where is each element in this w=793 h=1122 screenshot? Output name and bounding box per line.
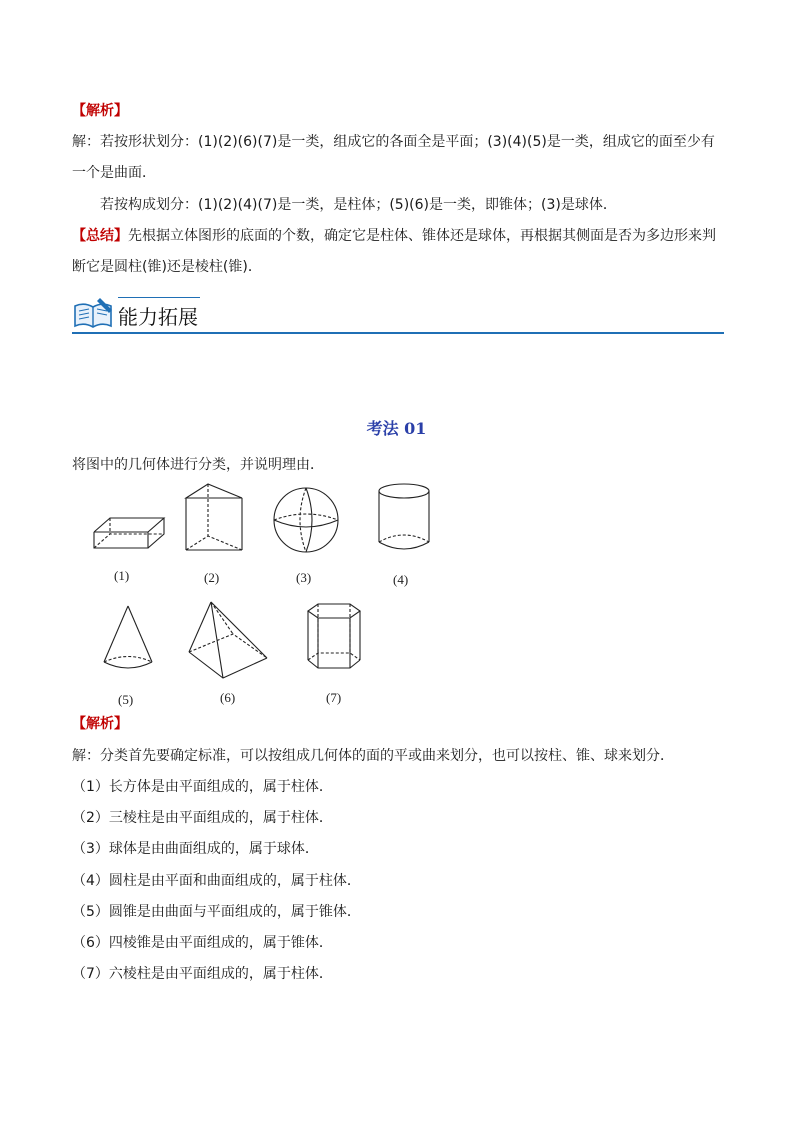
figure-label-1: (1) (114, 568, 130, 583)
analysis2-item-7: （7）六棱柱是由平面组成的，属于柱体． (72, 966, 333, 982)
summary-line-2: 断它是圆柱(锥)还是棱柱(锥)． (72, 259, 262, 275)
figure-label-5: (5) (118, 692, 134, 707)
hexagonal-prism-figure (306, 602, 362, 670)
analysis2-item-2: （2）三棱柱是由平面组成的，属于柱体． (72, 810, 333, 826)
summary-text-1: 先根据立体图形的底面的个数，确定它是柱体、锥体还是球体，再根据其侧面是否为多边形来判 (128, 228, 716, 244)
analysis2-item-5: （5）圆锥是由曲面与平面组成的，属于锥体． (72, 904, 361, 920)
analysis-tag: 【解析】 (72, 103, 128, 119)
sphere-figure (272, 486, 340, 554)
figure-label-2: (2) (204, 570, 220, 585)
question-text: 将图中的几何体进行分类，并说明理由． (72, 457, 324, 473)
kaofa-heading: 考法 01 (366, 419, 427, 438)
figure-label-6: (6) (220, 690, 236, 705)
square-pyramid-figure (187, 600, 269, 682)
section-top-rule (118, 297, 200, 298)
figure-label-4: (4) (393, 572, 409, 587)
analysis2-item-4: （4）圆柱是由平面和曲面组成的，属于柱体． (72, 873, 361, 889)
figure-label-7: (7) (326, 690, 342, 705)
cone-figure (102, 604, 154, 672)
cylinder-figure (377, 482, 431, 552)
analysis-line-2: 一个是曲面． (72, 165, 156, 181)
analysis2-item-3: （3）球体是由曲面组成的，属于球体． (72, 841, 319, 857)
analysis-line-3: 若按构成划分：(1)(2)(4)(7)是一类，是柱体；(5)(6)是一类，即锥体；(3)是球体． (100, 197, 617, 213)
analysis-line-1: 解：若按形状划分：(1)(2)(6)(7)是一类，组成它的各面全是平面；(3)(4)(5)是一类，组成它的面至少有 (72, 134, 715, 150)
section-title: 能力拓展 (118, 305, 198, 329)
analysis2-item-1: （1）长方体是由平面组成的，属于柱体． (72, 779, 333, 795)
section-divider (72, 332, 724, 334)
analysis2-tag: 【解析】 (72, 716, 128, 732)
triangular-prism-figure (184, 482, 244, 552)
analysis2-intro: 解：分类首先要确定标准，可以按组成几何体的面的平或曲来划分，也可以按柱、锥、球来划分． (72, 748, 674, 764)
cuboid-figure (92, 514, 166, 550)
analysis2-item-6: （6）四棱锥是由平面组成的，属于锥体． (72, 935, 333, 951)
summary-tag: 【总结】 (72, 228, 128, 244)
book-pen-icon (72, 296, 114, 332)
summary-line-1 (72, 226, 716, 246)
figure-label-3: (3) (296, 570, 312, 585)
